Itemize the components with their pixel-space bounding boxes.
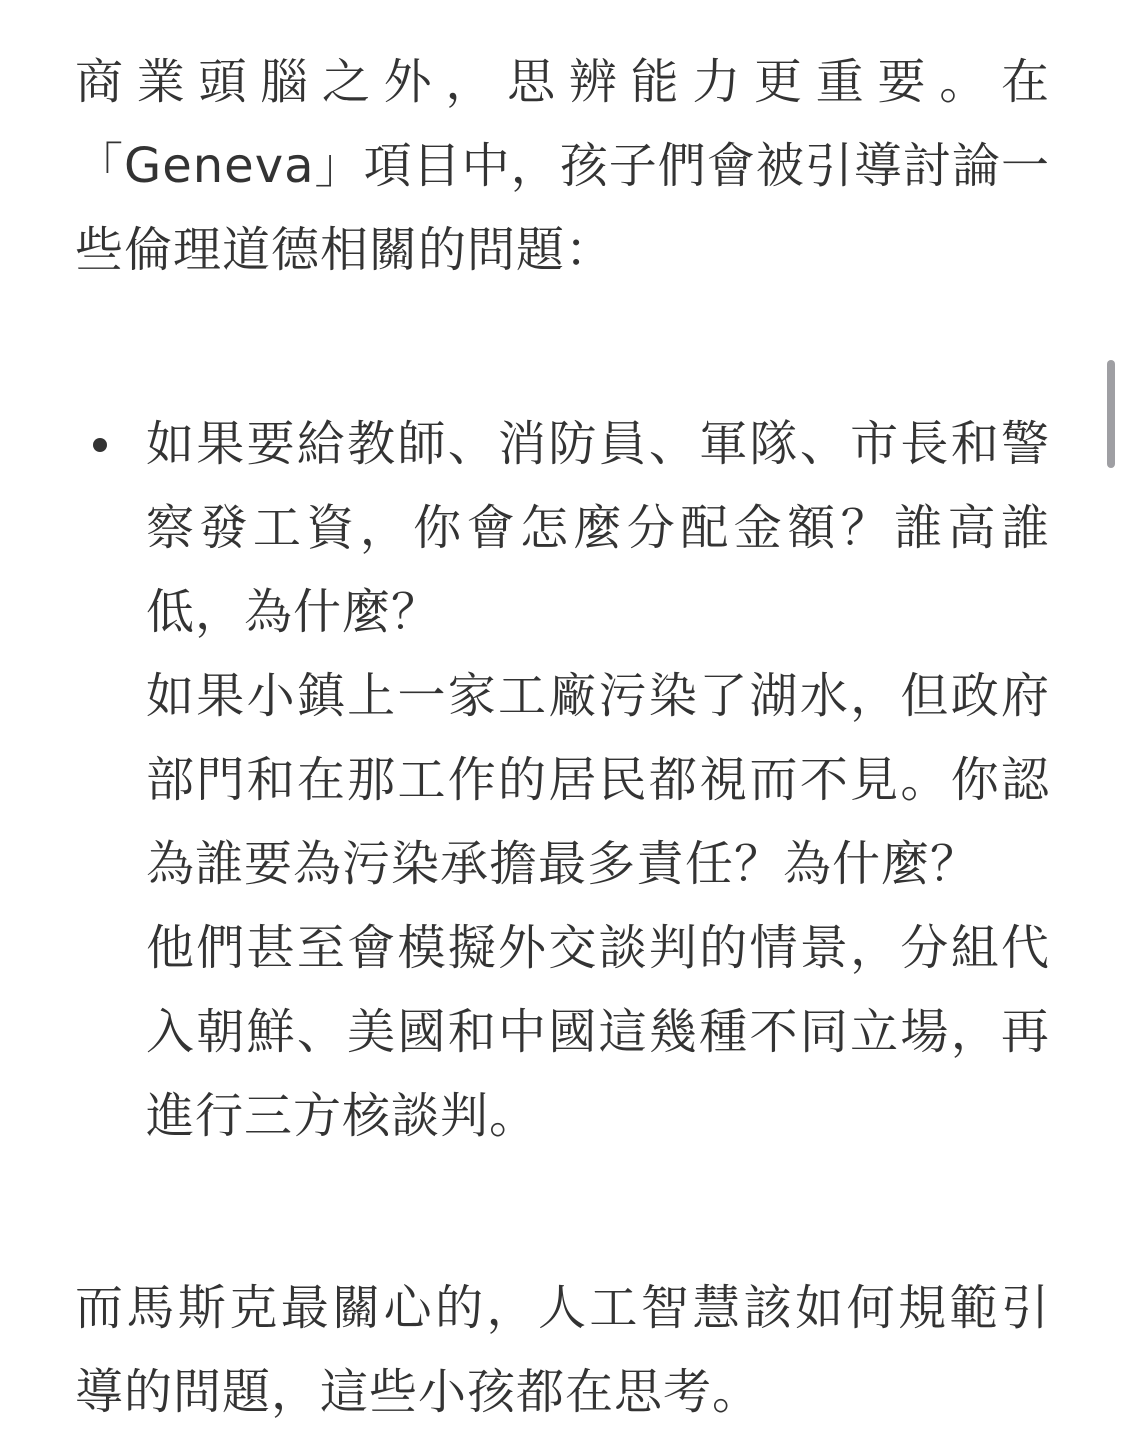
question-pollution: 如果小鎮上一家工廠污染了湖水，但政府部門和在那工作的居民都視而不見。你認為誰要為污染承擔最多責任？為什麼？ <box>146 668 1050 892</box>
bullet-list-item <box>75 402 1050 1158</box>
article-body <box>75 40 1050 1434</box>
bullet-dot-icon <box>93 438 107 452</box>
question-diplomacy: 他們甚至會模擬外交談判的情景，分組代入朝鮮、美國和中國這幾種不同立場，再進行三方核談判。 <box>146 920 1050 1144</box>
vertical-scrollbar[interactable] <box>1107 360 1115 468</box>
question-wages: 如果要給教師、消防員、軍隊、市長和警察發工資，你會怎麼分配金額？誰高誰低，為什麼？ <box>146 416 1050 640</box>
intro-paragraph: 商業頭腦之外，思辨能力更重要。在「Geneva」項目中，孩子們會被引導討論一些倫理道德相關的問題： <box>75 54 1050 278</box>
conclusion-paragraph: 而馬斯克最關心的，人工智慧該如何規範引導的問題，這些小孩都在思考。 <box>75 1280 1050 1420</box>
